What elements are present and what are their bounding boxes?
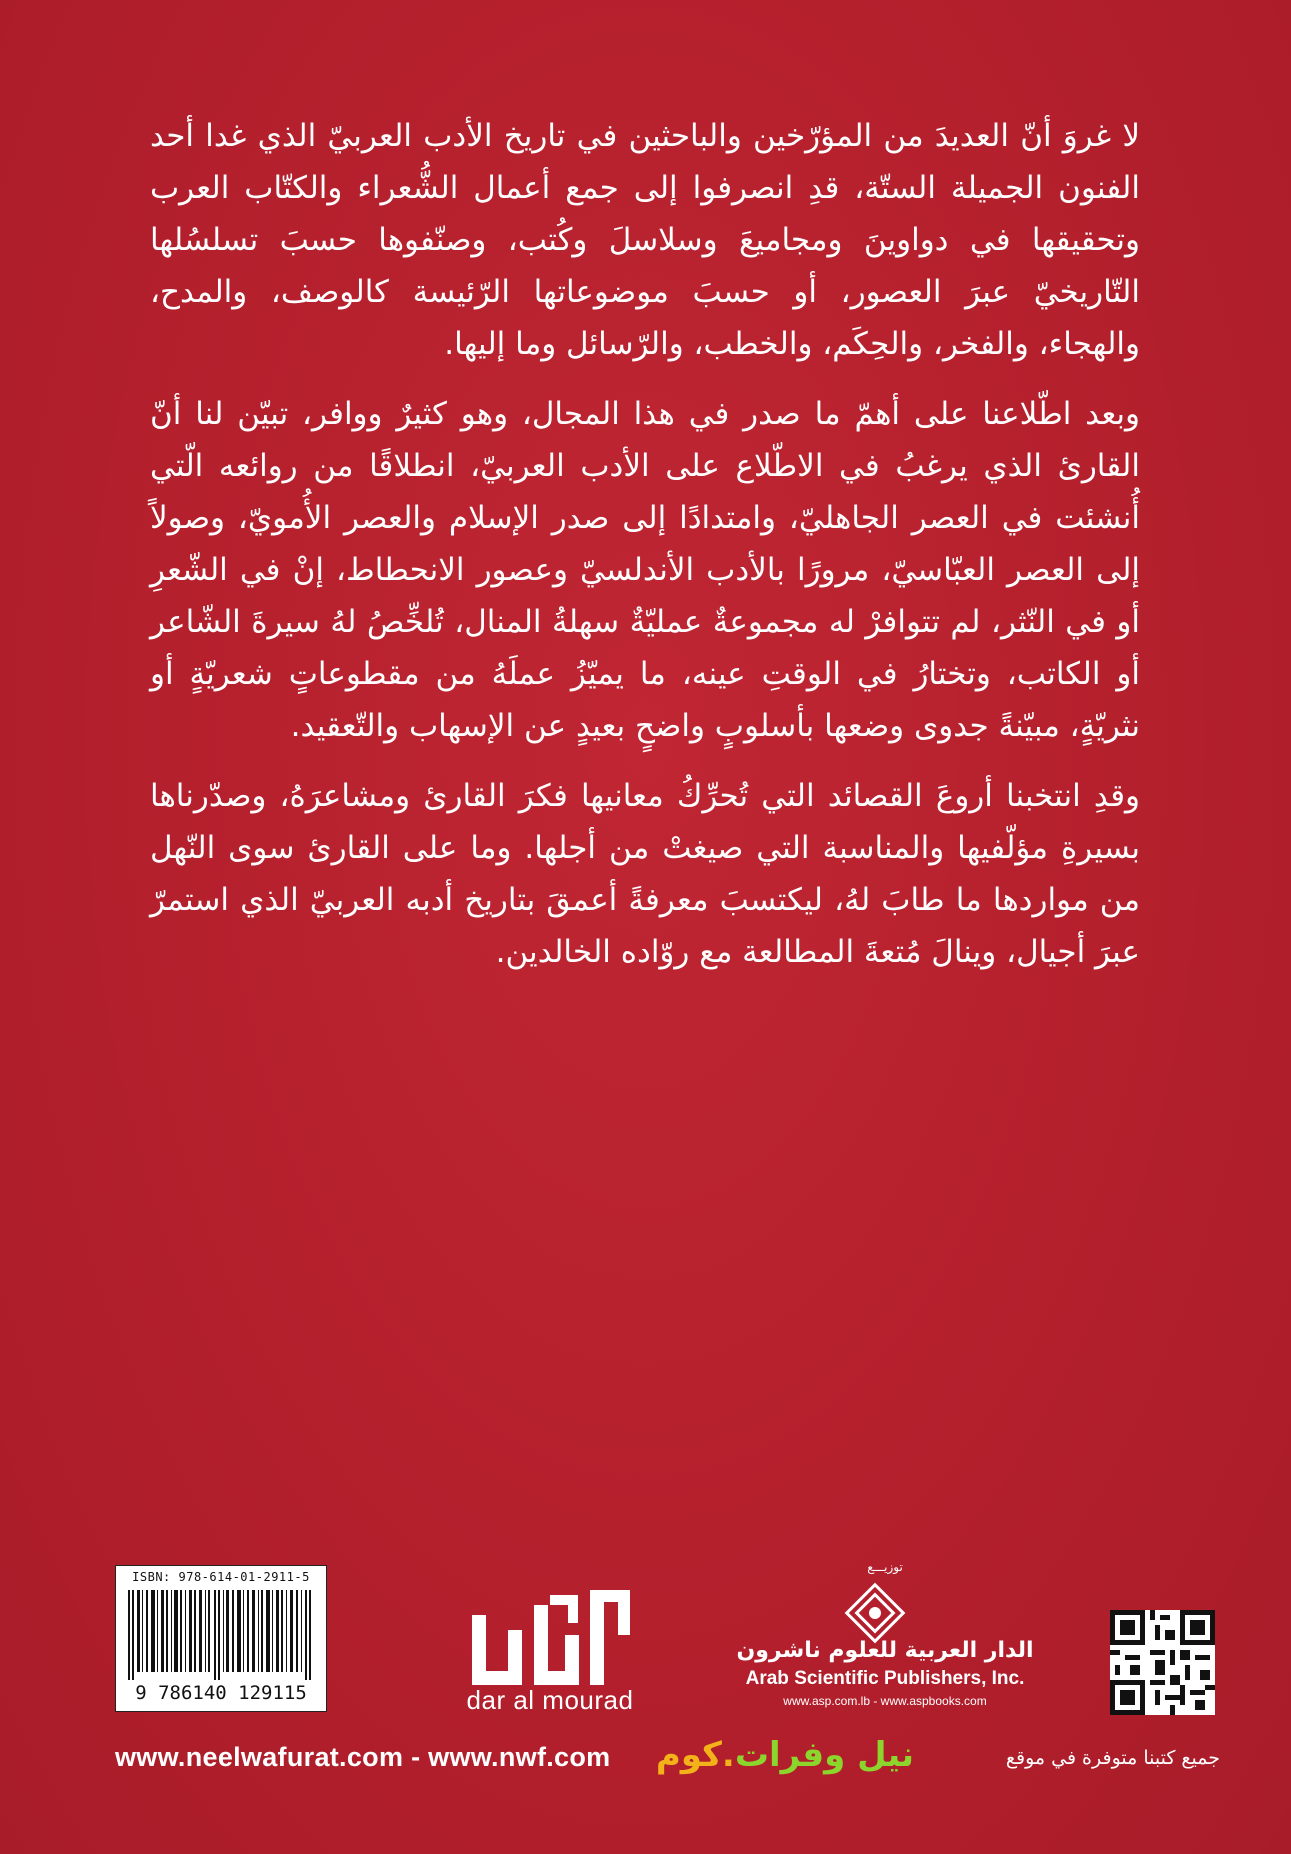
nwf-logo-domain: .كوم bbox=[655, 1735, 735, 1775]
neel-wa-furat-logo bbox=[655, 1735, 915, 1775]
isbn-barcode bbox=[115, 1565, 327, 1712]
dar-al-mourad-name: dar al mourad bbox=[466, 1685, 634, 1715]
blurb-text bbox=[150, 110, 1140, 996]
blurb-paragraph-1: لا غروَ أنّ العديدَ من المؤرّخين والباحثين في تاريخ الأدب العربيّ الذي غدا أحد الفنون الجميلة الستّة، قدِ انصرفوا إلى جمع أعمال الشُّعراء والكتّاب العرب وتحقيقها في دواوينَ ومجاميعَ وسلاسلَ وكُتب، وصنّفوها حسبَ تسلسُلها التّاريخيّ عبرَ العصور، أو حسبَ موضوعاتها الرّئيسة كالوصف، والمدح، والهجاء، والفخر، والحِكَم، والخطب، والرّسائل وما إليها. bbox=[150, 118, 1140, 362]
footer-websites: www.neelwafurat.com - www.nwf.com bbox=[115, 1742, 611, 1772]
barcode-icon bbox=[128, 1590, 314, 1680]
isbn-label: ISBN: 978-614-01-2911-5 bbox=[132, 1570, 310, 1584]
blurb-paragraph-2: وبعد اطّلاعنا على أهمّ ما صدر في هذا المجال، وهو كثيرٌ ووافر، تبيّن لنا أنّ القارئ الذي يرغبُ في الاطّلاع على الأدب العربيّ، انطلاقًا من روائعه الّتي أُنشئت في العصر الجاهليّ، وامتدادًا إلى صدر الإسلام والعصر الأُمويّ، وصولاً إلى العصر العبّاسيّ، مرورًا بالأدب الأندلسيّ وعصور الانحطاط، إنْ في الشّعرِ أو في النّثر، لم تتوافرْ له مجموعةٌ عمليّةٌ سهلةُ المنال، تُلخِّصُ لهُ سيرةَ الشّاعر أو الكاتب، وتختارُ في الوقتِ عينه، ما يميّزُ عملَهُ من مقطوعاتٍ شعريّةٍ أو نثريّةٍ، مبيّنةً جدوى وضعها بأسلوبٍ واضحٍ بعيدٍ عن الإسهاب والتّعقيد. bbox=[150, 396, 1140, 744]
asp-english-name: Arab Scientific Publishers, Inc. bbox=[745, 1668, 1025, 1689]
barcode-digits: 9 786140 129115 bbox=[135, 1682, 307, 1704]
availability-text: جميع كتبنا متوفرة في موقع bbox=[1005, 1747, 1220, 1769]
asp-websites: www.asp.com.lb - www.aspbooks.com bbox=[783, 1694, 987, 1708]
blurb-paragraph-3: وقدِ انتخبنا أروعَ القصائد التي تُحرِّكُ معانيها فكرَ القارئ ومشاعرَهُ، وصدّرناها بسيرةِ مؤلّفيها والمناسبة التي صيغتْ من أجلها. وما على القارئ سوى النّهل من مواردها ما طابَ لهُ، ليكتسبَ معرفةً أعمقَ بتاريخ أدبه العربيّ الذي استمرّ عبرَ أجيال، وينالَ مُتعةَ المطالعة مع روّاده الخالدين. bbox=[150, 778, 1140, 970]
asp-arabic-name: الدار العربية للعلوم ناشرون bbox=[736, 1638, 1034, 1663]
nwf-logo-name: نيل وفرات bbox=[734, 1735, 915, 1775]
distribution-label: توزيـــع bbox=[867, 1560, 903, 1574]
asp-publisher-block bbox=[720, 1560, 1050, 1710]
qr-code-icon bbox=[1110, 1610, 1215, 1715]
